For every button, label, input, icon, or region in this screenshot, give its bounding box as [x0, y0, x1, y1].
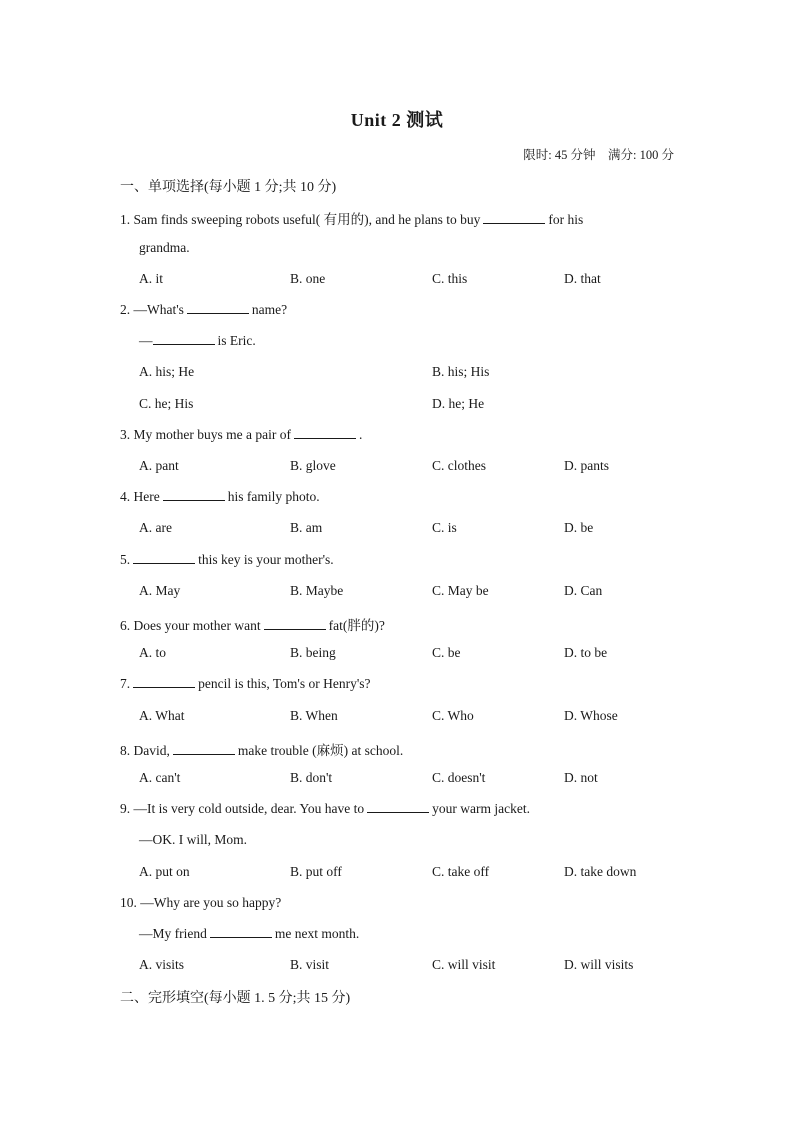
- q2-option-a: A. his; He: [139, 364, 195, 379]
- question-3: 3. My mother buys me a pair of .: [120, 427, 363, 442]
- q6-option-a: A. to: [139, 645, 166, 660]
- answer-blank: [264, 628, 326, 630]
- q1-option-c: C. this: [432, 271, 468, 286]
- q5-option-b: B. Maybe: [290, 583, 344, 598]
- q6-option-b: B. being: [290, 645, 336, 660]
- q7-option-c: C. Who: [432, 708, 474, 723]
- answer-blank: [133, 562, 195, 564]
- q2-option-d: D. he; He: [432, 396, 485, 411]
- question-9-reply: —OK. I will, Mom.: [139, 832, 247, 847]
- answer-blank: [173, 753, 235, 755]
- question-2: 2. —What's name?: [120, 302, 288, 317]
- question-5: 5. this key is your mother's.: [120, 552, 334, 567]
- question-2-reply: — is Eric.: [139, 333, 256, 348]
- q4-option-a: A. are: [139, 520, 172, 535]
- question-10: 10. —Why are you so happy?: [120, 895, 282, 910]
- q4-option-b: B. am: [290, 520, 323, 535]
- q10-option-b: B. visit: [290, 957, 330, 972]
- q8-option-c: C. doesn't: [432, 770, 486, 785]
- q7-option-d: D. Whose: [564, 708, 618, 723]
- q7-option-a: A. What: [139, 708, 185, 723]
- q3-option-c: C. clothes: [432, 458, 486, 473]
- q2-option-b: B. his; His: [432, 364, 490, 379]
- question-7: 7. pencil is this, Tom's or Henry's?: [120, 676, 371, 691]
- question-1-continued: grandma.: [139, 240, 190, 255]
- q3-option-b: B. glove: [290, 458, 336, 473]
- answer-blank: [294, 437, 356, 439]
- q4-option-d: D. be: [564, 520, 594, 535]
- question-4: 4. Here his family photo.: [120, 489, 320, 504]
- q1-option-d: D. that: [564, 271, 601, 286]
- section-heading-multiple-choice: 一、单项选择(每小题 1 分;共 10 分): [120, 180, 337, 195]
- answer-blank: [163, 499, 225, 501]
- q5-option-a: A. May: [139, 583, 181, 598]
- q10-option-c: C. will visit: [432, 957, 496, 972]
- answer-blank: [187, 312, 249, 314]
- q5-option-c: C. May be: [432, 583, 489, 598]
- q8-option-a: A. can't: [139, 770, 181, 785]
- q1-option-a: A. it: [139, 271, 164, 286]
- time-score-info: 限时: 45 分钟 满分: 100 分: [523, 148, 674, 162]
- q6-option-c: C. be: [432, 645, 461, 660]
- question-9: 9. —It is very cold outside, dear. You have to your warm jacket.: [120, 801, 530, 816]
- answer-blank: [153, 343, 215, 345]
- section-heading-cloze: 二、完形填空(每小题 1. 5 分;共 15 分): [120, 991, 351, 1006]
- question-10-reply: —My friend me next month.: [139, 926, 360, 941]
- q9-option-b: B. put off: [290, 864, 342, 879]
- q1-option-b: B. one: [290, 271, 326, 286]
- q2-option-c: C. he; His: [139, 396, 194, 411]
- question-6: 6. Does your mother want fat(胖的)?: [120, 618, 385, 633]
- answer-blank: [210, 936, 272, 938]
- answer-blank: [483, 222, 545, 224]
- q3-option-d: D. pants: [564, 458, 609, 473]
- q10-option-d: D. will visits: [564, 957, 634, 972]
- q4-option-c: C. is: [432, 520, 457, 535]
- q6-option-d: D. to be: [564, 645, 608, 660]
- answer-blank: [367, 811, 429, 813]
- q10-option-a: A. visits: [139, 957, 185, 972]
- q9-option-d: D. take down: [564, 864, 637, 879]
- q8-option-d: D. not: [564, 770, 598, 785]
- q9-option-c: C. take off: [432, 864, 490, 879]
- q7-option-b: B. When: [290, 708, 338, 723]
- question-1: 1. Sam finds sweeping robots useful( 有用的), and he plans to buy for his: [120, 212, 584, 227]
- answer-blank: [133, 686, 195, 688]
- q9-option-a: A. put on: [139, 864, 190, 879]
- question-8: 8. David, make trouble (麻烦) at school.: [120, 743, 404, 758]
- q8-option-b: B. don't: [290, 770, 333, 785]
- page-title: Unit 2 测试: [350, 110, 444, 130]
- q3-option-a: A. pant: [139, 458, 179, 473]
- q5-option-d: D. Can: [564, 583, 603, 598]
